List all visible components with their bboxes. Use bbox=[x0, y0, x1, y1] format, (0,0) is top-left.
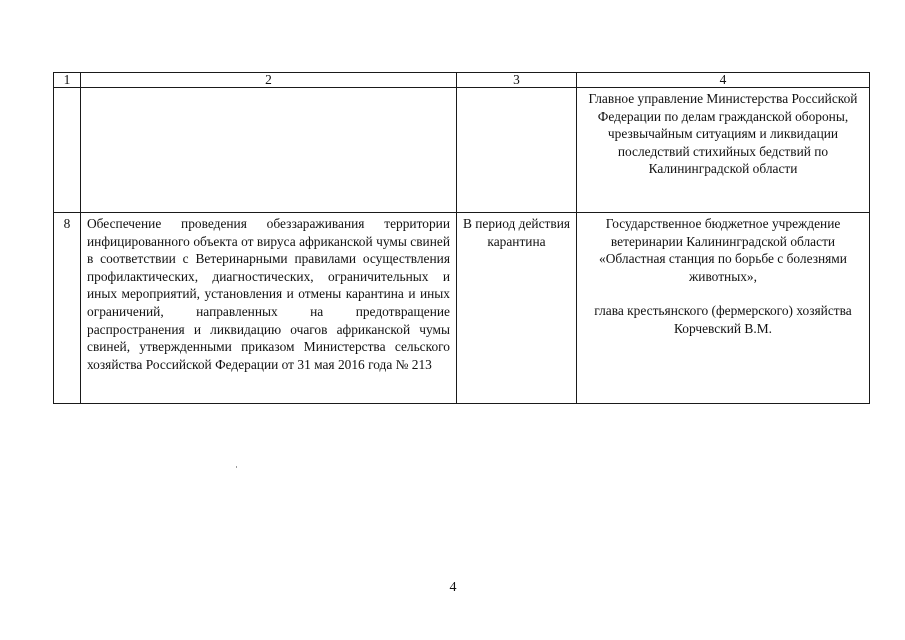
row-number-cell: 8 bbox=[54, 213, 81, 404]
measure-description-cell: Обеспечение проведения обеззараживания территории инфицированного объекта от вируса африканской чумы свиней в соответствии с Ветеринарными правилами осуществления профилактических, диагностических, ограничительных и иных мероприятий, установления и отмены карантина и иных ограничений, направленных на предотвращение распространения и ликвидацию очагов африканской чумы свиней, утвержденными приказом Министерства сельского хозяйства Российской Федерации от 31 мая 2016 года № 213 bbox=[81, 213, 457, 404]
table-header-row bbox=[54, 73, 870, 88]
executor-farm-head: глава крестьянского (фермерского) хозяйства Корчевский В.М. bbox=[594, 303, 852, 336]
header-cell-3: 3 bbox=[457, 73, 577, 88]
header-cell-4: 4 bbox=[577, 73, 870, 88]
table-row-continued bbox=[54, 88, 870, 213]
continued-measure-cell bbox=[81, 88, 457, 213]
header-cell-2: 2 bbox=[81, 73, 457, 88]
continued-number-cell bbox=[54, 88, 81, 213]
measures-table bbox=[53, 72, 870, 404]
table-row-8 bbox=[54, 213, 870, 404]
header-cell-1: 1 bbox=[54, 73, 81, 88]
continued-executor-cell: Главное управление Министерства Российской Федерации по делам гражданской обороны, чрезвычайным ситуациям и ликвидации последствий стихийных бедствий по Калининградской области bbox=[577, 88, 870, 213]
continued-period-cell bbox=[457, 88, 577, 213]
executor-cell bbox=[577, 213, 870, 404]
page-number: 4 bbox=[449, 580, 457, 595]
scan-speck bbox=[236, 466, 237, 468]
executor-institution: Государственное бюджетное учреждение ветеринарии Калининградской области «Областная станция по борьбе с болезнями животных», bbox=[599, 216, 847, 284]
period-cell: В период действия карантина bbox=[457, 213, 577, 404]
